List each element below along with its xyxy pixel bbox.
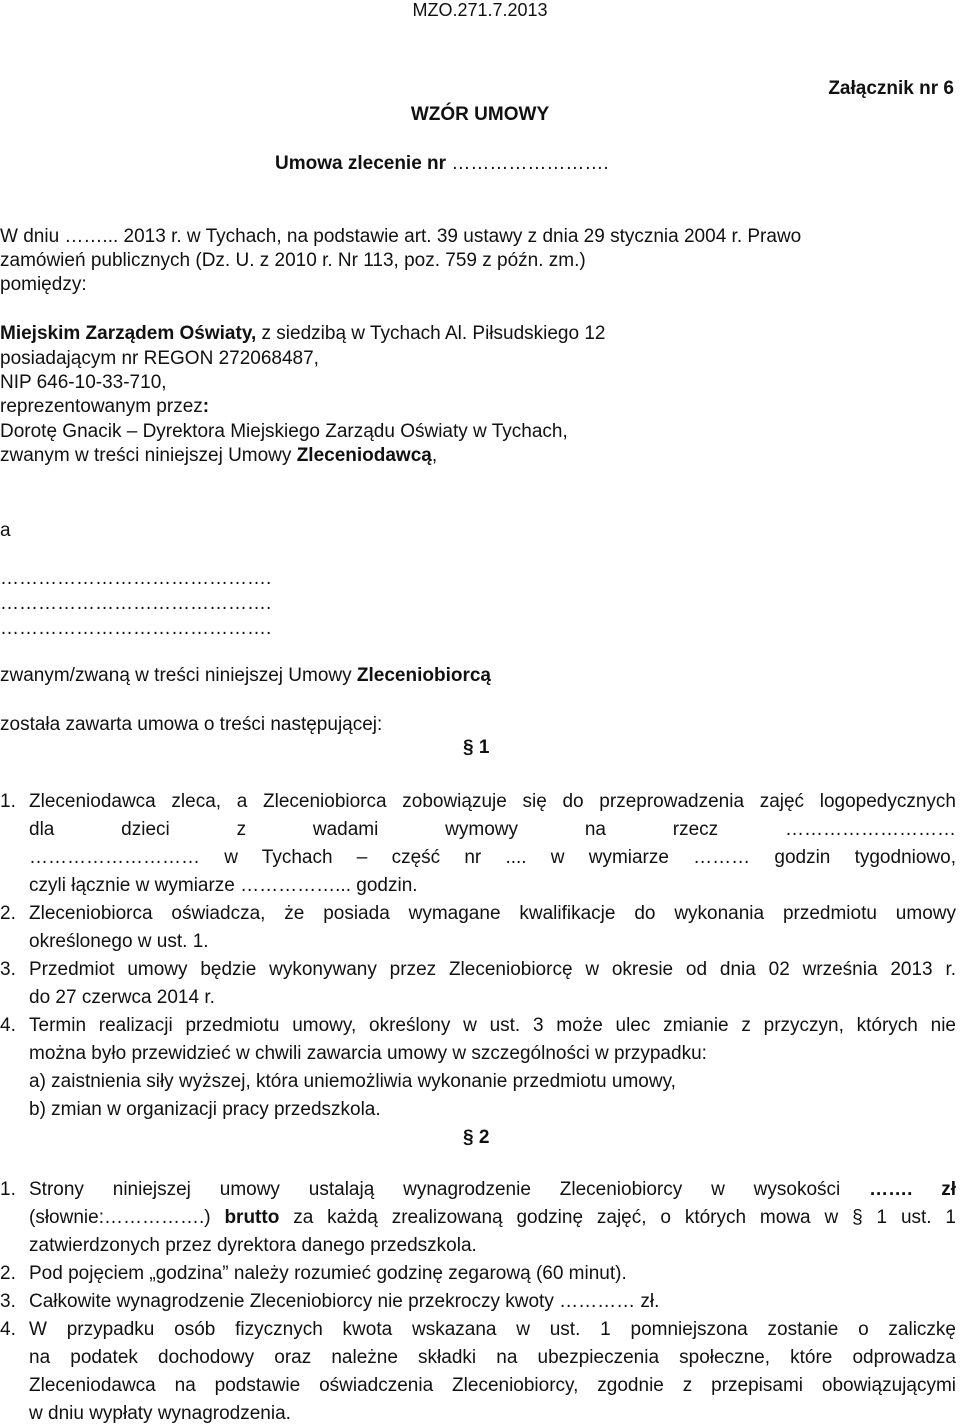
s2-item1-rest: za każdą zrealizowaną godzinę zajęć, o których mowa w § 1 ust. 1 — [279, 1207, 956, 1228]
section-1-mark: § 1 — [463, 737, 490, 758]
party2-placeholder-1: ……………………………………. — [0, 568, 272, 589]
party2-called-name: Zleceniobiorcą — [356, 665, 491, 686]
document-reference: MZO.271.7.2013 — [412, 0, 548, 20]
party1-name-line — [0, 322, 958, 346]
item-line: do 27 czerwca 2014 r. — [29, 987, 215, 1008]
intro-line-1: W dniu ……... 2013 r. w Tychach, na podstawie art. 39 ustawy z dnia 29 stycznia 2004 r. Prawo — [0, 226, 802, 247]
s2-item1-line1 — [29, 1176, 956, 1204]
item-line: określonego w ust. 1. — [29, 931, 209, 952]
item-line: b) zmian w organizacji pracy przedszkola. — [29, 1099, 381, 1120]
contract-number-placeholder: ……………………. — [451, 153, 609, 174]
item-number: 2. — [0, 903, 16, 924]
s2-item1-line2 — [29, 1204, 956, 1232]
s2-item1-brutto: brutto — [224, 1207, 280, 1228]
item-number: 3. — [0, 959, 16, 980]
item-line: czyli łącznie w wymiarze ……………... godzin. — [29, 875, 418, 896]
item-number: 4. — [0, 1319, 16, 1340]
item-line: na podatek dochodowy oraz należne składki na ubezpieczenia społeczne, które odprowadza — [29, 1347, 956, 1368]
party1-called-prefix: zwanym w treści niniejszej Umowy — [0, 445, 297, 466]
document-title: WZÓR UMOWY — [410, 104, 550, 125]
item-line: Zleceniodawca na podstawie oświadczenia Zleceniobiorcy, zgodnie z przepisami obowiązującymi — [29, 1375, 956, 1396]
item-number: 1. — [0, 1179, 16, 1200]
item-line: a) zaistnienia siły wyższej, która uniemożliwia wykonanie przedmiotu umowy, — [29, 1071, 676, 1092]
item-line: W przypadku osób fizycznych kwota wskazana w ust. 1 pomniejszona zostanie o zaliczkę — [29, 1319, 956, 1340]
contract-number-line — [275, 153, 609, 175]
item-line: można było przewidzieć w chwili zawarcia umowy w szczególności w przypadku: — [29, 1043, 707, 1064]
s2-item1-amount: ……. zł — [869, 1179, 956, 1200]
item-line: Termin realizacji przedmiotu umowy, określony w ust. 3 może ulec zmianie z przyczyn, których nie — [29, 1015, 956, 1036]
party1-called-line — [0, 444, 958, 468]
item-line: w dniu wypłaty wynagrodzenia. — [29, 1403, 291, 1424]
party2-conjunction: a — [0, 520, 11, 541]
intro-line-2: zamówień publicznych (Dz. U. z 2010 r. Nr 113, poz. 759 z późn. zm.) — [0, 250, 586, 271]
contract-prefix: Umowa zlecenie nr — [275, 153, 447, 174]
item-number: 4. — [0, 1015, 16, 1036]
party1-called-suffix: , — [431, 445, 438, 466]
item-line: Zleceniodawca zleca, a Zleceniobiorca zobowiązuje się do przeprowadzenia zajęć logopedycznych — [29, 791, 956, 812]
section-2-mark: § 2 — [463, 1127, 490, 1148]
item-line: Pod pojęciem „godzina” należy rozumieć godzinę zegarową (60 minut). — [29, 1263, 627, 1284]
party2-placeholder-3: ……………………………………. — [0, 618, 272, 639]
party1-address: z siedzibą w Tychach Al. Piłsudskiego 12 — [256, 323, 606, 344]
item-line: dla dzieci z wadami wymowy na rzecz ……………………… — [29, 819, 956, 840]
item-number: 2. — [0, 1263, 16, 1284]
item-number: 3. — [0, 1291, 16, 1312]
party2-called-prefix: zwanym/zwaną w treści niniejszej Umowy — [0, 665, 357, 686]
party2-placeholder-2: ……………………………………. — [0, 593, 272, 614]
item-line: Przedmiot umowy będzie wykonywany przez Zleceniobiorcę w okresie od dnia 02 września 2013 r. — [29, 959, 956, 980]
party1-represented-label: reprezentowanym przez — [0, 396, 203, 417]
item-line: Zleceniobiorca oświadcza, że posiada wymagane kwalifikacje do wykonania przedmiotu umowy — [29, 903, 956, 924]
party2-called-line — [0, 664, 958, 688]
party1-regon: posiadającym nr REGON 272068487, — [0, 348, 319, 369]
item-line: Całkowite wynagrodzenie Zleceniobiorcy nie przekroczy kwoty ………… zł. — [29, 1291, 660, 1312]
annex-label: Załącznik nr 6 — [828, 78, 954, 99]
s2-item1-words: (słownie:…………….) — [29, 1207, 225, 1228]
item-number: 1. — [0, 791, 16, 812]
s2-item1-text: Strony niniejszej umowy ustalają wynagrodzenie Zleceniobiorcy w wysokości — [29, 1179, 870, 1200]
party1-represented-line — [0, 395, 958, 419]
party1-represented-colon: : — [202, 396, 210, 417]
item-line: ……………………… w Tychach – część nr .... w wymiarze ……… godzin tygodniowo, — [29, 847, 956, 868]
party1-nip: NIP 646-10-33-710, — [0, 372, 167, 393]
intro-line-3: pomiędzy: — [0, 274, 87, 295]
party1-representative: Dorotę Gnacik – Dyrektora Miejskiego Zarządu Oświaty w Tychach, — [0, 421, 568, 442]
s2-item1-line3: zatwierdzonych przez dyrektora danego przedszkola. — [29, 1235, 477, 1256]
concluded-statement: została zawarta umowa o treści następującej: — [0, 714, 383, 735]
party1-name: Miejskim Zarządem Oświaty, — [0, 323, 257, 344]
party1-called-name: Zleceniodawcą — [296, 445, 432, 466]
